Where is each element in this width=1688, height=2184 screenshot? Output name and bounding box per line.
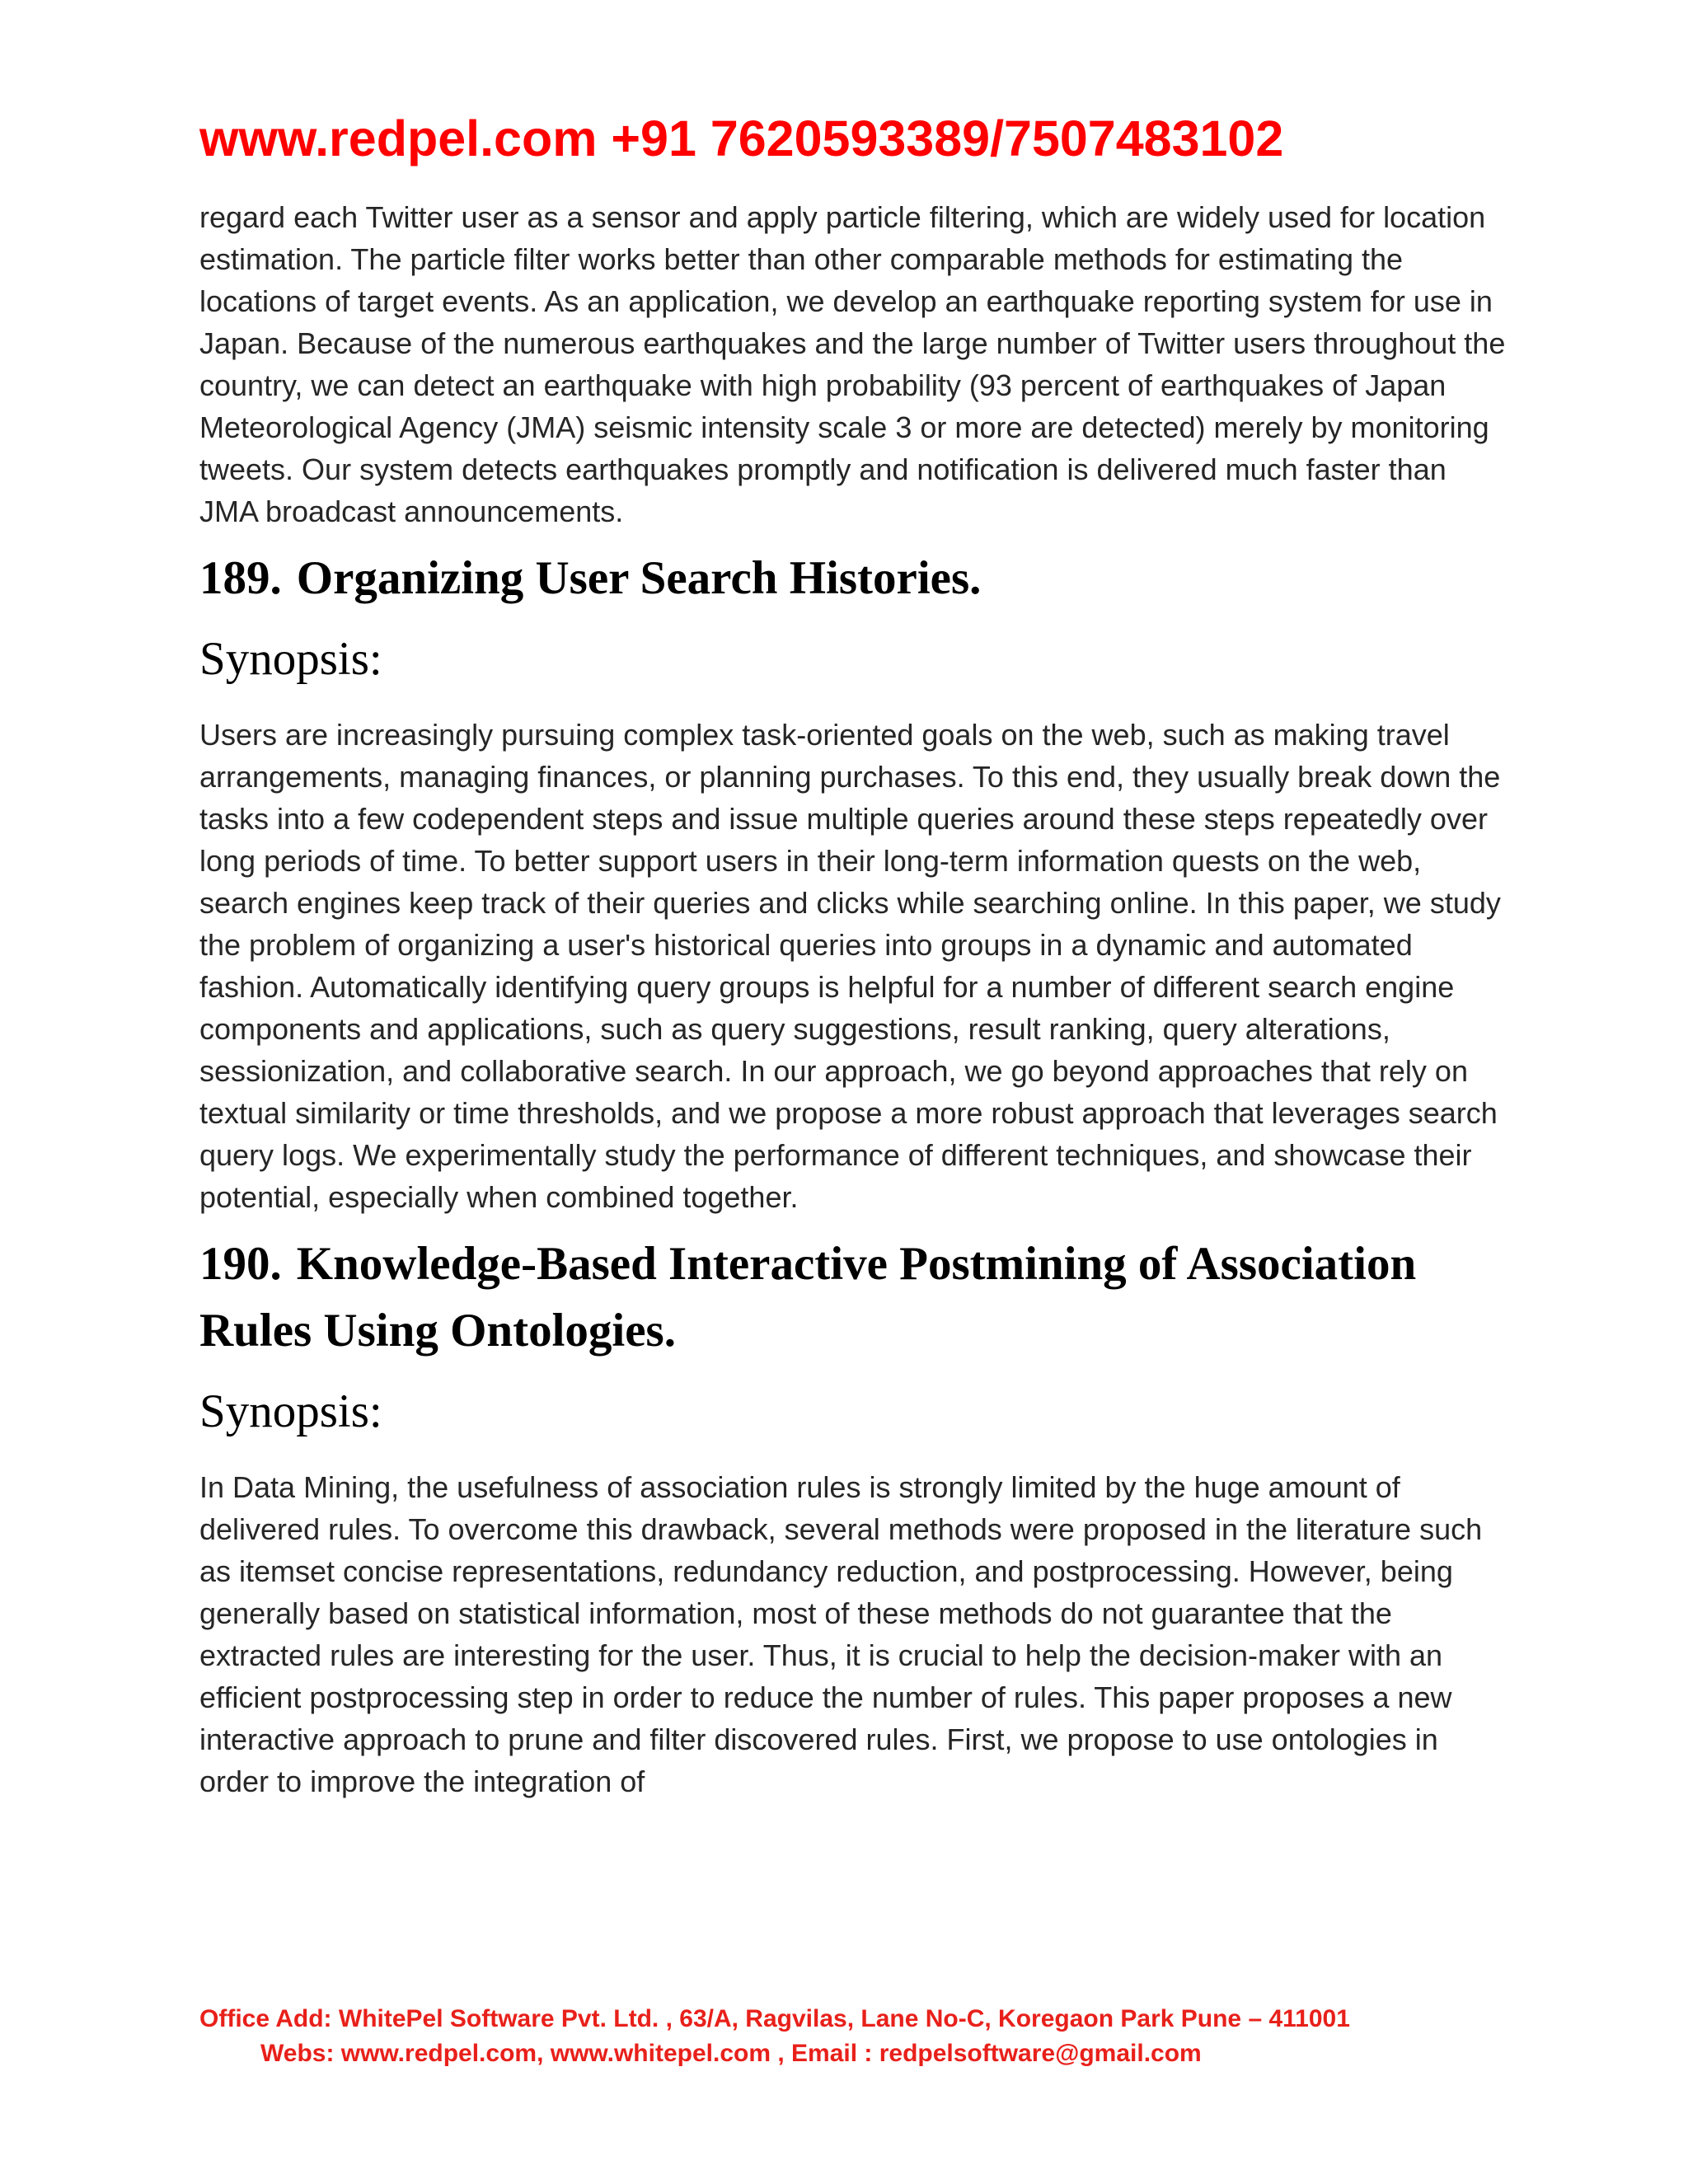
section-189-number: 189. xyxy=(199,552,282,604)
header-contact-line: www.redpel.com +91 7620593389/7507483102 xyxy=(199,110,1284,166)
section-190-synopsis-label: Synopsis: xyxy=(199,1385,382,1437)
section-189-heading xyxy=(199,545,1510,612)
footer-office-address: Office Add: WhitePel Software Pvt. Ltd. , 63/A, Ragvilas, Lane No-C, Koregaon Park Pune – 411001 xyxy=(199,2005,1350,2032)
section-189-title: Organizing User Search Histories. xyxy=(296,552,982,604)
section-190-title: Knowledge-Based Interactive Postmining of Association Rules Using Ontologies. xyxy=(199,1238,1417,1357)
section-189-body: Users are increasingly pursuing complex task-oriented goals on the web, such as making travel arrangements, managing finances, or planning purchases. To this end, they usually break down the tasks into a few codependent steps and issue multiple queries around these steps repeatedly over long periods of time. To better support users in their long-term information quests on the web, search engines keep track of their queries and clicks while searching online. In this paper, we study the problem of organizing a user's historical queries into groups in a dynamic and automated fashion. Automatically identifying query groups is helpful for a number of different search engine components and applications, such as query suggestions, result ranking, query alterations, sessionization, and collaborative search. In our approach, we go beyond approaches that rely on textual similarity or time thresholds, and we propose a more robust approach that leverages search query logs. We experimentally study the performance of different techniques, and showcase their potential, especially when combined together. xyxy=(199,718,1501,1214)
footer-websites-email: Webs: www.redpel.com, www.whitepel.com , Email : redpelsoftware@gmail.com xyxy=(260,2040,1202,2067)
section-190-number: 190. xyxy=(199,1238,282,1290)
intro-paragraph: regard each Twitter user as a sensor and apply particle filtering, which are widely used for location estimation. The particle filter works better than other comparable methods for estimating the locations of target events. As an application, we develop an earthquake reporting system for use in Japan. Because of the numerous earthquakes and the large number of Twitter users throughout the country, we can detect an earthquake with high probability (93 percent of earthquakes of Japan Meteorological Agency (JMA) seismic intensity scale 3 or more are detected) merely by monitoring tweets. Our system detects earthquakes promptly and notification is delivered much faster than JMA broadcast announcements. xyxy=(199,200,1506,528)
document-body xyxy=(199,196,1510,1802)
section-189-synopsis-label: Synopsis: xyxy=(199,633,382,685)
section-190-heading xyxy=(199,1230,1510,1364)
section-190-body: In Data Mining, the usefulness of association rules is strongly limited by the huge amount of delivered rules. To overcome this drawback, several methods were proposed in the literature such as itemset concise representations, redundancy reduction, and postprocessing. However, being generally based on statistical information, most of these methods do not guarantee that the extracted rules are interesting for the user. Thus, it is crucial to help the decision-maker with an efficient postprocessing step in order to reduce the number of rules. This paper proposes a new interactive approach to prune and filter discovered rules. First, we propose to use ontologies in order to improve the integration of xyxy=(199,1470,1483,1798)
